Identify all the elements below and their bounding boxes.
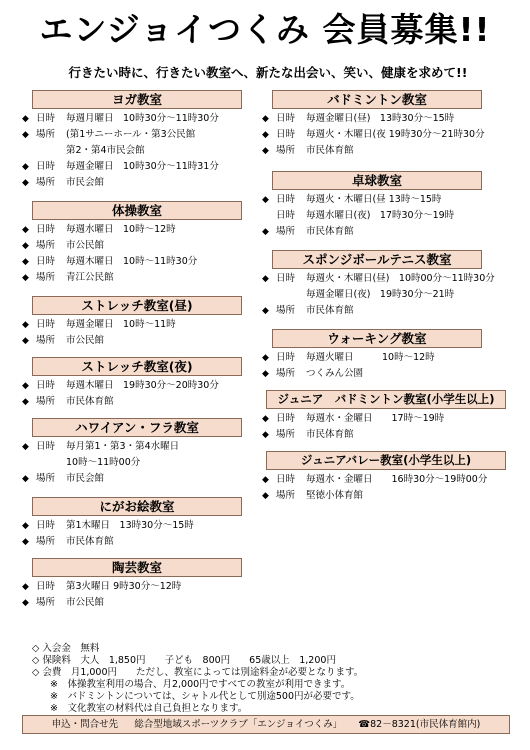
- detail-key: 場所: [36, 597, 56, 608]
- detail-row: [22, 333, 272, 349]
- diamond-bullet-icon: ◆: [22, 178, 29, 188]
- diamond-bullet-icon: ◆: [262, 430, 269, 440]
- detail-value: 毎週金曜日 10時30分～11時31分: [66, 161, 219, 172]
- detail-key: 場所: [36, 129, 56, 140]
- diamond-bullet-icon: ◆: [262, 475, 269, 485]
- note-insurance: ◇ 保険料 大人 1,850円 子ども 800円 65歳以上 1,200円: [32, 655, 336, 666]
- note-gym: ※ 体操教室利用の場合、月2,000円ですべての教室が利用できます。: [50, 679, 351, 690]
- detail-key: 場所: [36, 177, 56, 188]
- contact-org: 総合型地域スポーツクラブ「エンジョイつくみ」: [134, 719, 343, 730]
- section-heading: ハワイアン・フラ教室: [32, 418, 242, 437]
- detail-key: 日時: [36, 319, 56, 330]
- detail-row: [22, 317, 272, 333]
- detail-row: [22, 222, 272, 238]
- diamond-bullet-icon: ◆: [22, 241, 29, 251]
- detail-value: 毎週水・金曜日 17時～19時: [306, 413, 445, 424]
- detail-key: 日時: [276, 352, 296, 363]
- detail-key: 場所: [36, 335, 56, 346]
- classroom-section: [22, 497, 272, 550]
- detail-row: [262, 427, 512, 443]
- detail-value: 市民体育館: [306, 429, 354, 440]
- detail-row: [22, 579, 272, 595]
- detail-key: 場所: [36, 396, 56, 407]
- detail-row: [262, 488, 512, 504]
- section-heading: ストレッチ教室(夜): [32, 357, 242, 376]
- diamond-bullet-icon: ◆: [262, 227, 269, 237]
- diamond-bullet-icon: ◆: [22, 537, 29, 547]
- detail-row: [262, 366, 512, 382]
- page-title: エンジョイつくみ 会員募集!!: [39, 10, 491, 49]
- detail-key: 日時: [276, 194, 296, 205]
- classroom-section: [262, 90, 512, 159]
- detail-row: [22, 439, 272, 455]
- diamond-bullet-icon: ◆: [262, 369, 269, 379]
- detail-row: [22, 238, 272, 254]
- detail-value: 市公民館: [66, 335, 105, 346]
- section-heading: にがお絵教室: [32, 497, 242, 516]
- detail-key: 日時: [276, 210, 296, 221]
- right-column: [262, 90, 512, 512]
- diamond-bullet-icon: ◆: [22, 257, 29, 267]
- detail-key: 場所: [276, 226, 296, 237]
- detail-row-continued: 10時～11時00分: [66, 457, 141, 468]
- detail-key: 日時: [276, 113, 296, 124]
- detail-value: 市民体育館: [66, 396, 114, 407]
- diamond-bullet-icon: ◆: [262, 491, 269, 501]
- note-membership: ◇ 会費 月1,000円 ただし、教室によっては別途料金が必要となります。: [32, 667, 364, 678]
- diamond-bullet-icon: ◆: [262, 414, 269, 424]
- diamond-bullet-icon: ◆: [22, 320, 29, 330]
- detail-row: [262, 303, 512, 319]
- detail-key: 場所: [276, 368, 296, 379]
- section-heading: スポンジボールテニス教室: [272, 250, 482, 269]
- diamond-bullet-icon: ◆: [22, 162, 29, 172]
- detail-row: [22, 127, 272, 143]
- detail-key: 場所: [36, 473, 56, 484]
- detail-value: 市民体育館: [306, 145, 354, 156]
- diamond-bullet-icon: ◆: [22, 336, 29, 346]
- detail-value: 市公民館: [66, 597, 105, 608]
- note-materials: ※ 文化教室の材料代は自己負担となります。: [50, 703, 248, 714]
- detail-value: 毎週水曜日(夜) 17時30分～19時: [306, 210, 455, 221]
- detail-value: 第1木曜日 13時30分～15時: [66, 520, 194, 531]
- diamond-bullet-icon: ◆: [262, 130, 269, 140]
- detail-value: 毎週水曜日 10時～12時: [66, 224, 176, 235]
- diamond-bullet-icon: ◆: [22, 381, 29, 391]
- detail-value: 毎週火・木曜日(昼 13時～15時: [306, 194, 442, 205]
- detail-value: 青江公民館: [66, 272, 114, 283]
- detail-row: [262, 411, 512, 427]
- detail-value: つくみん公園: [306, 368, 364, 379]
- detail-value: 堅徳小体育館: [306, 490, 364, 501]
- detail-value: 市民体育館: [306, 305, 354, 316]
- section-heading: ウォーキング教室: [272, 329, 482, 348]
- detail-key: 日時: [36, 581, 56, 592]
- diamond-bullet-icon: ◆: [22, 114, 29, 124]
- diamond-bullet-icon: ◆: [22, 130, 29, 140]
- detail-value: 第3火曜日 9時30分～12時: [66, 581, 182, 592]
- diamond-bullet-icon: ◆: [22, 225, 29, 235]
- detail-row: [22, 111, 272, 127]
- detail-value: 毎週木曜日 19時30分～20時30分: [66, 380, 219, 391]
- detail-key: 場所: [276, 429, 296, 440]
- diamond-bullet-icon: ◆: [22, 521, 29, 531]
- section-heading: 体操教室: [32, 201, 242, 220]
- detail-key: 日時: [36, 224, 56, 235]
- diamond-bullet-icon: ◆: [22, 273, 29, 283]
- detail-key: 日時: [36, 113, 56, 124]
- detail-row: [262, 208, 512, 224]
- detail-key: 場所: [36, 536, 56, 547]
- diamond-bullet-icon: ◆: [262, 306, 269, 316]
- detail-row: [262, 111, 512, 127]
- detail-row: [22, 159, 272, 175]
- section-heading: ヨガ教室: [32, 90, 242, 109]
- diamond-bullet-icon: ◆: [22, 397, 29, 407]
- detail-key: 日時: [36, 380, 56, 391]
- detail-row: [22, 595, 272, 611]
- detail-key: 場所: [36, 272, 56, 283]
- detail-row: [262, 224, 512, 240]
- diamond-bullet-icon: ◆: [22, 442, 29, 452]
- detail-key: 場所: [276, 145, 296, 156]
- detail-key: 場所: [276, 305, 296, 316]
- detail-key: 日時: [36, 520, 56, 531]
- detail-key: 場所: [36, 240, 56, 251]
- classroom-section: [22, 296, 272, 349]
- note-entry-fee: ◇ 入会金 無料: [32, 643, 100, 654]
- classroom-section: [22, 90, 272, 191]
- diamond-bullet-icon: ◆: [262, 114, 269, 124]
- detail-row: [22, 378, 272, 394]
- section-heading: バドミントン教室: [272, 90, 482, 109]
- detail-row-continued: 第2・第4市民会館: [66, 145, 145, 156]
- section-heading: 卓球教室: [272, 171, 482, 190]
- detail-key: 日時: [36, 441, 56, 452]
- classroom-section: [262, 390, 512, 443]
- contact-label: 申込・問合せ先: [51, 719, 119, 730]
- detail-value: 毎週金曜日 10時～11時: [66, 319, 176, 330]
- detail-row-continued: 毎週金曜日(夜) 19時30分～21時: [306, 289, 455, 300]
- contact-footer: [22, 715, 510, 734]
- diamond-bullet-icon: ◆: [262, 195, 269, 205]
- detail-key: 日時: [276, 129, 296, 140]
- classroom-section: [22, 418, 272, 487]
- detail-value: 市公民館: [66, 240, 105, 251]
- diamond-bullet-icon: ◆: [22, 582, 29, 592]
- detail-value: 毎週火・木曜日(昼) 10時00分～11時30分: [306, 273, 495, 284]
- detail-row: [22, 394, 272, 410]
- classroom-section: [22, 201, 272, 286]
- classroom-section: [262, 250, 512, 319]
- detail-row: [262, 271, 512, 287]
- detail-key: 場所: [276, 490, 296, 501]
- classroom-section: [262, 171, 512, 240]
- detail-value: 毎週火・木曜日(夜 19時30分～21時30分: [306, 129, 485, 140]
- detail-row: [262, 192, 512, 208]
- detail-value: 市民会館: [66, 473, 105, 484]
- detail-row: [22, 518, 272, 534]
- note-badminton: ※ バドミントンについては、シャトル代として別途500円が必要です。: [50, 691, 360, 702]
- detail-row: [22, 270, 272, 286]
- diamond-bullet-icon: ◆: [262, 274, 269, 284]
- detail-row: [22, 534, 272, 550]
- section-heading: ストレッチ教室(昼): [32, 296, 242, 315]
- detail-value: (第1サニーホール・第3公民館: [66, 129, 196, 140]
- classroom-section: [262, 451, 512, 504]
- page-subtitle: 行きたい時に、行きたい教室へ、新たな出会い、笑い、健康を求めて!!: [68, 65, 468, 80]
- diamond-bullet-icon: ◆: [22, 598, 29, 608]
- classroom-section: [22, 357, 272, 410]
- detail-row: [262, 143, 512, 159]
- classroom-section: [22, 558, 272, 611]
- detail-key: 日時: [276, 474, 296, 485]
- detail-key: 日時: [36, 161, 56, 172]
- diamond-bullet-icon: ◆: [262, 146, 269, 156]
- classroom-section: [262, 329, 512, 382]
- detail-row: [22, 471, 272, 487]
- diamond-bullet-icon: ◆: [262, 353, 269, 363]
- diamond-bullet-icon: ◆: [22, 474, 29, 484]
- detail-row: [262, 472, 512, 488]
- detail-key: 日時: [276, 273, 296, 284]
- detail-value: 毎週月曜日 10時30分～11時30分: [66, 113, 219, 124]
- section-heading: 陶芸教室: [32, 558, 242, 577]
- detail-value: 市民体育館: [306, 226, 354, 237]
- detail-value: 毎週火曜日 10時～12時: [306, 352, 435, 363]
- detail-key: 日時: [276, 413, 296, 424]
- detail-row: [262, 350, 512, 366]
- detail-value: 毎週金曜日(昼) 13時30分～15時: [306, 113, 455, 124]
- detail-value: 毎週木曜日 10時～11時30分: [66, 256, 198, 267]
- detail-value: 毎週水・金曜日 16時30分～19時00分: [306, 474, 488, 485]
- contact-phone: ☎82－8321(市民体育館内): [358, 719, 481, 730]
- detail-row: [22, 175, 272, 191]
- detail-row: [22, 254, 272, 270]
- left-column: [22, 90, 272, 619]
- detail-key: 日時: [36, 256, 56, 267]
- section-heading: ジュニア バドミントン教室(小学生以上): [266, 390, 506, 409]
- detail-value: 毎月第1・第3・第4水曜日: [66, 441, 180, 452]
- detail-value: 市民体育館: [66, 536, 114, 547]
- detail-value: 市民会館: [66, 177, 105, 188]
- section-heading: ジュニアバレー教室(小学生以上): [266, 451, 506, 470]
- detail-row: [262, 127, 512, 143]
- fee-notes: [32, 643, 512, 715]
